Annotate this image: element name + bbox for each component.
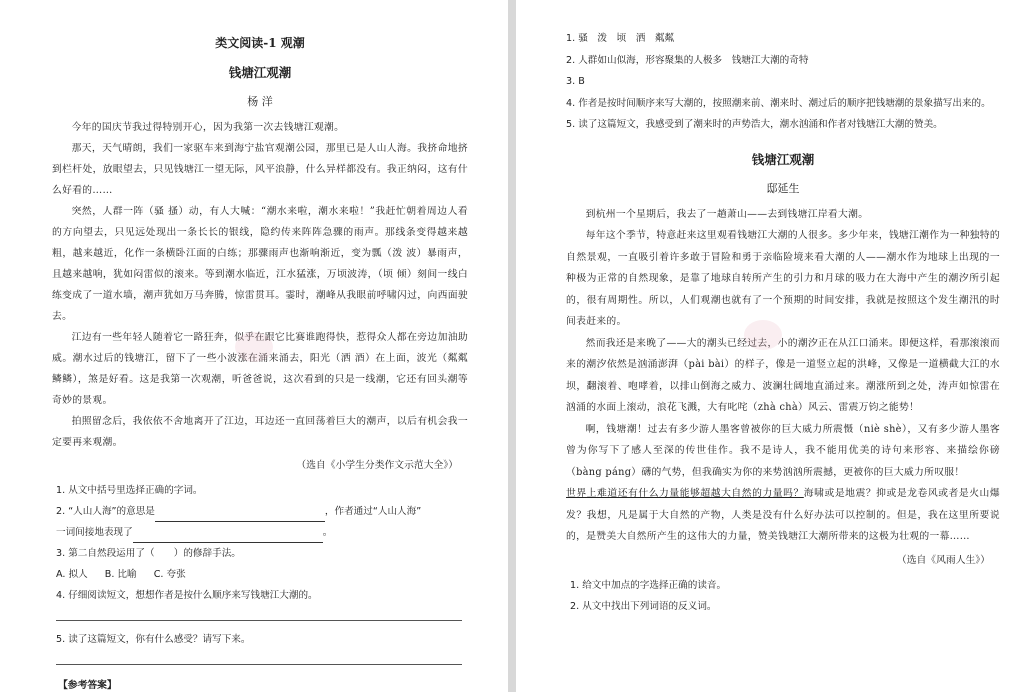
- paragraph: 突然，人群一阵（骚 搔）动，有人大喊：“潮水来啦，潮水来啦！”我赶忙朝着周边人看的方向望去，只见远处现出一条长长的银线，隐约传来阵阵急骤的雨声。那线条变得越来越粗，越来越近，化作一条横卧江面的白练；那骤雨声也渐响渐近，变为瓢（泼 波）暴雨声，且越来越响，犹如闷雷似的滚来。等到潮水临近，江水猛涨，万顷波涛，（顷 倾）刻间一线白练变成了一道水墙，潮声犹如万马奔腾，惊雷贯耳。霎时，潮峰从我眼前呼啸闪过，向西面驶去。: [52, 206, 468, 322]
- question-4: 4. 仔细阅读短文，想想作者是按什么顺序来写钱塘江大潮的。: [56, 590, 318, 601]
- question-2-end: 。: [322, 527, 333, 538]
- paragraph: 然而我还是来晚了——大的潮头已经过去，小的潮汐正在从江口涌来。即便这样，看那滚滚而来的潮汐依然是汹涌澎湃（pài bài）的样子，像是一道竖立起的洪峰，又像是一道横截大江的水坝，翻滚着、咆哮着，以排山倒海之威力、波澜壮阔地直涌过来。潮涨所到之处，涛声如惊雷在汹涌的水面上滚动，浪花飞溅，大有叱咤（zhà chà）风云、雷震万钧之能势！: [566, 337, 1000, 413]
- right-page: [516, 0, 1024, 692]
- paragraph: 啊，钱塘潮！过去有多少游人墨客曾被你的巨大威力所震慑（niè shè），又有多少游人墨客曾为你写下了感人至深的传世佳作。我不是诗人，我不能用优美的诗句来形容、来描绘你磅（bàng páng）礴的气势，但我确实为你的来势汹汹所震撼，更被你的巨大威力所叹服！: [566, 423, 1000, 478]
- paragraph: 到杭州一个星期后，我去了一趟萧山——去到钱塘江岸看大潮。: [585, 208, 869, 220]
- answer-blank[interactable]: [155, 509, 325, 522]
- answer-item: 4. 作者是按时间顺序来写大潮的，按照潮来前、潮来时、潮过后的顺序把钱塘潮的景象描写出来的。: [566, 97, 991, 109]
- article-author: 杨 洋: [247, 95, 273, 108]
- answer-line[interactable]: [56, 606, 462, 621]
- paragraph: 江边有一些年轻人随着它一路狂奔，似乎在跟它比赛谁跑得快，惹得众人都在旁边加油助威。潮水过后的钱塘江，留下了一些小波涨在涌来涌去，阳光（洒 酒）在上面，波光（粼粼 鳞鳞），煞是好看。这是我第一次观潮，听爸爸说，这次看到的只是一线潮，它还有回头潮等奇妙的景观。: [52, 332, 468, 406]
- question-2: [56, 501, 468, 522]
- answer-blank[interactable]: [133, 530, 323, 543]
- answer-item: 2. 人群如山似海，形容聚集的人极多 钱塘江大潮的奇特: [566, 54, 809, 66]
- question-1: 1. 从文中括号里选择正确的字词。: [56, 485, 203, 496]
- question-2: 2. 从文中找出下列词语的反义词。: [570, 601, 717, 612]
- answer-item: 3. B: [566, 76, 585, 87]
- answer-key-label: 【参考答案】: [58, 680, 117, 691]
- question-3-choices: [56, 564, 468, 585]
- left-page: [0, 0, 508, 692]
- answer-line[interactable]: [56, 650, 462, 665]
- paragraph-with-underline: [566, 483, 1000, 548]
- underlined-sentence: 世界上难道还有什么力量能够超越大自然的力量吗？: [566, 488, 804, 499]
- choice-a[interactable]: A. 拟人: [56, 569, 88, 580]
- watermark-stamp: [235, 332, 273, 362]
- article-title: 钱塘江观潮: [228, 65, 292, 80]
- choice-b[interactable]: B. 比喻: [104, 569, 137, 580]
- paragraph: 拍照留念后，我依依不舍地离开了江边，耳边还一直回荡着巨大的潮声，以后有机会我一定要再来观潮。: [52, 416, 468, 448]
- question-2-text-c: 一词间接地表现了: [56, 527, 133, 538]
- watermark-stamp: [744, 320, 782, 350]
- answer-item: 1. 骚 泼 顷 洒 粼粼: [566, 33, 675, 44]
- article-author: 邸延生: [766, 181, 800, 195]
- article-source: （选自《小学生分类作文示范大全》）: [296, 460, 458, 471]
- question-3: 3. 第二自然段运用了（ ）的修辞手法。: [56, 548, 241, 559]
- series-title: 类文阅读-1 观潮: [215, 36, 305, 50]
- article-title: 钱塘江观潮: [751, 151, 815, 167]
- article-source: （选自《风雨人生》）: [896, 554, 990, 566]
- paragraph: 那天，天气晴朗，我们一家驱车来到海宁盐官观潮公园，那里已是人山人海。我挤命地挤到栏杆处，放眼望去，只见钱塘江一望无际，风平浪静，什么异样都没有。我正纳闷，这有什么好看的……: [52, 143, 468, 196]
- page-gutter: [508, 0, 516, 692]
- question-1: 1. 给文中加点的字选择正确的读音。: [570, 579, 727, 591]
- question-5: 5. 读了这篇短文，你有什么感受？请写下来。: [56, 634, 251, 645]
- question-2-cont: [56, 522, 468, 543]
- paragraph: 今年的国庆节我过得特别开心，因为我第一次去钱塘江观潮。: [71, 122, 345, 133]
- question-2-text-a: 2. “人山人海”的意思是: [56, 506, 155, 517]
- paragraph-rest: 海啸或是地震？抑或是龙卷风或者是火山爆发？我想，凡是属于大自然的产物，人类是没有什么好办法可以控制的。但是，我在这里所要说的，是赞美大自然所产生的这伟大的力量，赞美钱塘江大潮所带来的这极为壮观的一幕……: [566, 488, 1000, 542]
- question-2-text-b: ，作者通过“人山人海”: [324, 506, 422, 517]
- answer-item: 5. 读了这篇短文，我感受到了潮来时的声势浩大，潮水汹涌和作者对钱塘江大潮的赞美。: [566, 119, 943, 130]
- paragraph: 每年这个季节，特意赶来这里观看钱塘江大潮的人很多。多少年来，钱塘江潮作为一种独特的自然景观，一直吸引着许多敢于冒险和勇于亲临险境来看大潮的人——潮水作为地球上出现的一种极为正常的自然现象，是靠了地球自转所产生的引力和月球的吸力在大海中产生的潮汐所引起的，很有周期性。所以，人们观潮也就有了一个预期的时间安排，我就是按照这个发生潮汛的时间表赶来的。: [566, 230, 1000, 327]
- choice-c[interactable]: C. 夸张: [153, 569, 186, 580]
